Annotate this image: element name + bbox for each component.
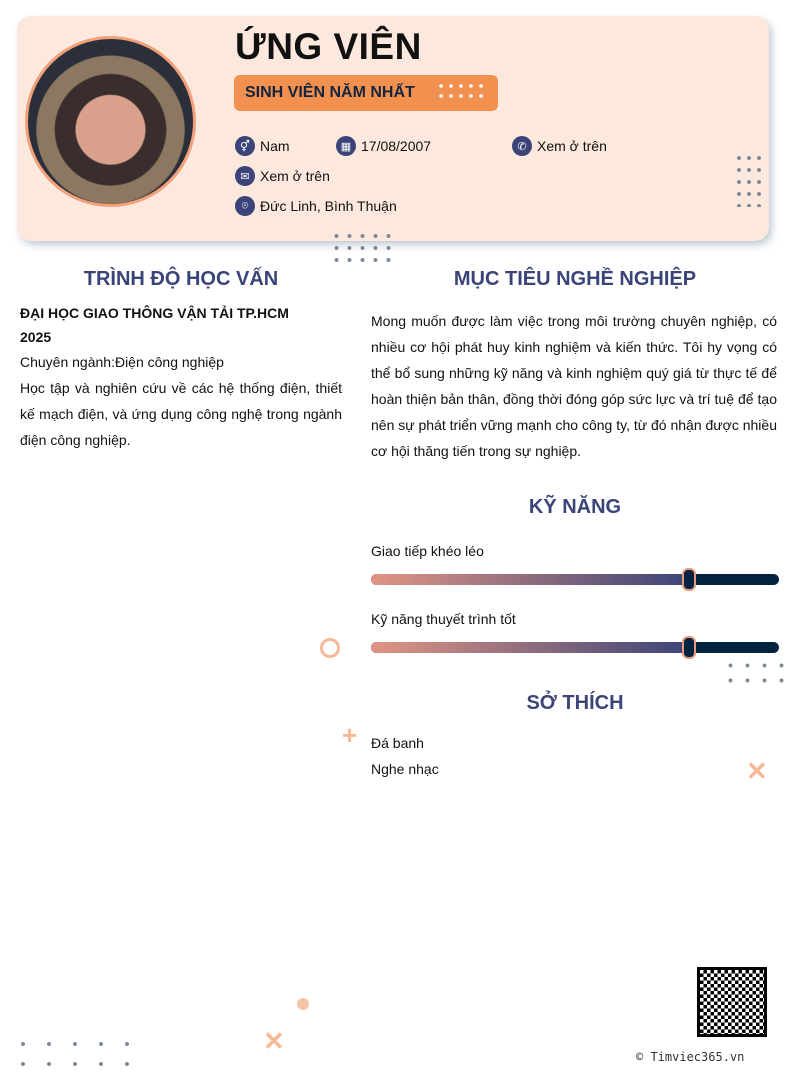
position-badge [234, 75, 498, 111]
decor-dots [734, 152, 764, 207]
phone-icon: ✆ [512, 136, 532, 156]
education-description: Học tập và nghiên cứu về các hệ thống điện, thiết kế mạch điện, và ứng dụng công nghệ trong ngành điện công nghiệp. [20, 380, 342, 448]
education-major: Chuyên ngành:Điện công nghiệp [20, 354, 224, 370]
plus-icon: + [342, 720, 358, 750]
gender-value: Nam [260, 138, 290, 154]
cross-icon: ✕ [746, 756, 768, 786]
decor-dots [10, 1034, 132, 1074]
position-label: SINH VIÊN NĂM NHẤT [245, 84, 415, 101]
skill-name: Giao tiếp khéo léo [371, 543, 484, 559]
birthday-info [336, 136, 431, 156]
decor-dots [722, 658, 788, 686]
objective-title: MỤC TIÊU NGHỀ NGHIỆP [453, 268, 697, 290]
mail-icon: ✉ [235, 166, 255, 186]
birthday-value: 17/08/2007 [361, 138, 432, 154]
school-name: ĐẠI HỌC GIAO THÔNG VẬN TẢI TP.HCM [20, 305, 289, 321]
skill-name: Kỹ năng thuyết trình tốt [371, 611, 516, 627]
skill-level-bar [371, 642, 779, 653]
location-pin-icon: ⌾ [235, 196, 255, 216]
decor-circle [297, 998, 309, 1010]
hobby-item: Nghe nhạc [371, 761, 439, 777]
hobby-item: Đá banh [371, 735, 424, 751]
email-value: Xem ở trên [260, 168, 330, 184]
objective-text: Mong muốn được làm việc trong môi trường chuyên nghiệp, có nhiều cơ hội phát huy kinh nghiệm và kiến thức. Tôi hy vọng có thể bổ sung những kỹ năng và kinh nghiệm quý giá từ thực tế để hoàn thiện bản thân, đồng thời đóng góp sức lực và trí tuệ để tạo nên sự phát triển vững mạnh cho công ty, từ đó nhận được nhiều cơ hội thăng tiến trong sự nghiệp. [371, 313, 777, 459]
phone-value: Xem ở trên [537, 138, 607, 154]
email-info [235, 166, 330, 186]
skills-title: KỸ NĂNG [528, 496, 622, 518]
calendar-icon: ▦ [336, 136, 356, 156]
avatar [25, 36, 196, 207]
skill-level-thumb [682, 636, 696, 659]
skill-level-bar [371, 574, 779, 585]
candidate-name: ỨNG VIÊN [235, 26, 422, 67]
copyright: © Timviec365.vn [636, 1050, 745, 1064]
address-info [235, 196, 397, 216]
gender-icon: ⚥ [235, 136, 255, 156]
education-year: 2025 [20, 329, 52, 345]
skill-level-thumb [682, 568, 696, 591]
address-value: Đức Linh, Bình Thuận [260, 198, 397, 214]
decor-dots [330, 230, 395, 262]
decor-circle [320, 638, 340, 658]
hobbies-title: SỞ THÍCH [526, 692, 624, 714]
qr-code [697, 967, 767, 1037]
education-title: TRÌNH ĐỘ HỌC VẤN [83, 268, 279, 290]
gender-info [235, 136, 290, 156]
cross-icon: ✕ [263, 1026, 285, 1056]
phone-info [512, 136, 607, 156]
decor-dots [436, 81, 486, 101]
